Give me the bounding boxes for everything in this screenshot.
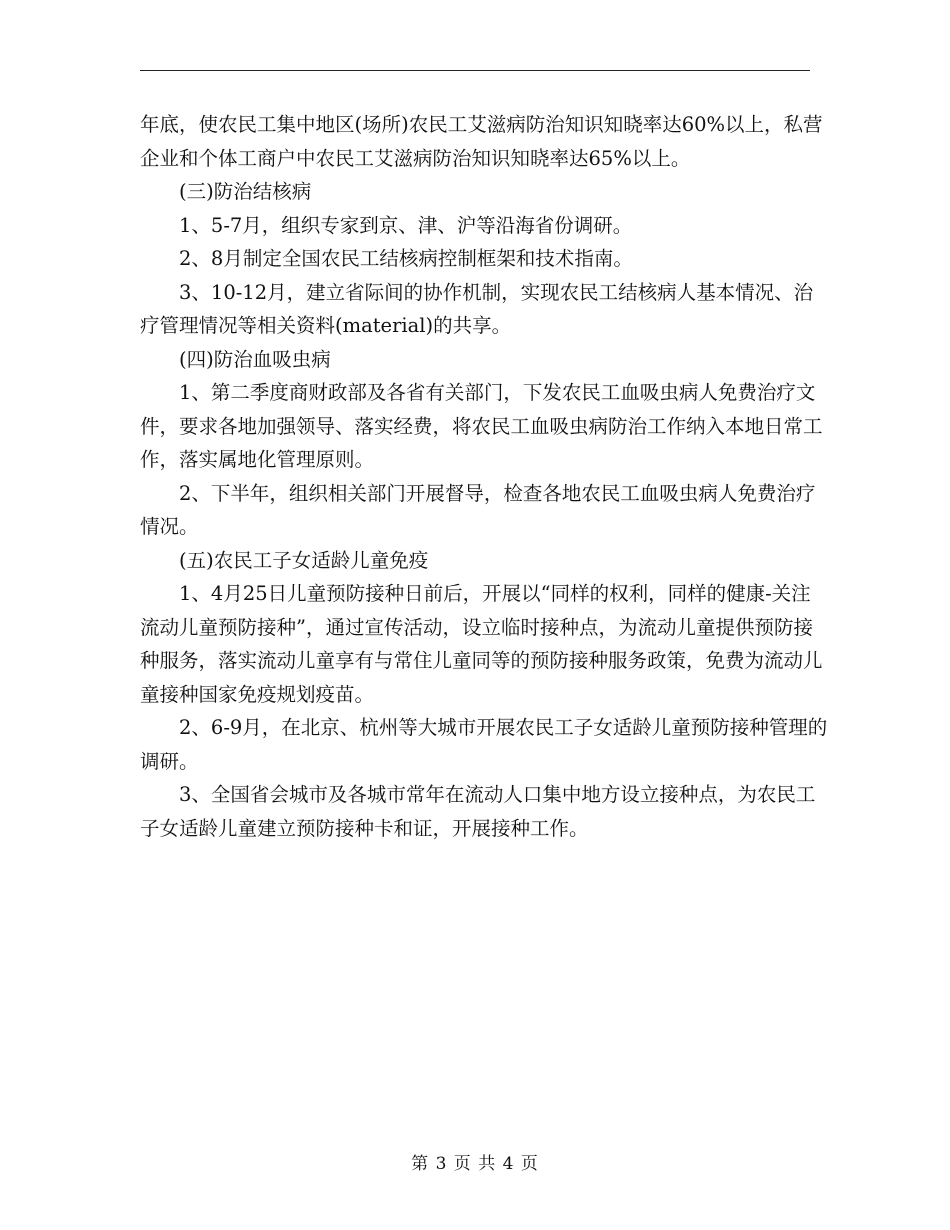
paragraph: 2、8月制定全国农民工结核病控制框架和技术指南。 [179, 247, 633, 270]
paragraph: 1、第二季度商财政部及各省有关部门，下发农民工血吸虫病人免费治疗文件，要求各地加强领导、落实经费，将农民工血吸虫病防治工作纳入本地日常工作，落实属地化管理原则。 [140, 381, 823, 471]
document-body [140, 108, 830, 845]
page-number: 第 3 页 共 4 页 [411, 1154, 539, 1174]
paragraph: 2、下半年，组织相关部门开展督导，检查各地农民工血吸虫病人免费治疗情况。 [140, 481, 816, 538]
paragraph: 3、10-12月，建立省际间的协作机制，实现农民工结核病人基本情况、治疗管理情况等相关资料(material)的共享。 [140, 280, 814, 337]
paragraph: 年底，使农民工集中地区(场所)农民工艾滋病防治知识知晓率达60%以上，私营企业和个体工商户中农民工艾滋病防治知识知晓率达65%以上。 [140, 113, 823, 170]
paragraph: 1、5-7月，组织专家到京、津、沪等沿海省份调研。 [179, 213, 633, 237]
header-rule [140, 70, 810, 71]
paragraph: 1、4月25日儿童预防接种日前后，开展以“同样的权利，同样的健康-关注流动儿童预防接种”，通过宣传活动，设立临时接种点，为流动儿童提供预防接种服务，落实流动儿童享有与常住儿童同等的预防接种服务政策，免费为流动儿童接种国家免疫规划疫苗。 [140, 582, 823, 706]
section-heading: (五)农民工子女适龄儿童免疫 [179, 548, 429, 572]
paragraph: 2、6-9月，在北京、杭州等大城市开展农民工子女适龄儿童预防接种管理的调研。 [140, 716, 828, 773]
paragraph: 3、全国省会城市及各城市常年在流动人口集中地方设立接种点，为农民工子女适龄儿童建立预防接种卡和证，开展接种工作。 [140, 783, 816, 840]
section-heading: (四)防治血吸虫病 [179, 347, 331, 371]
section-heading: (三)防治结核病 [179, 180, 312, 203]
